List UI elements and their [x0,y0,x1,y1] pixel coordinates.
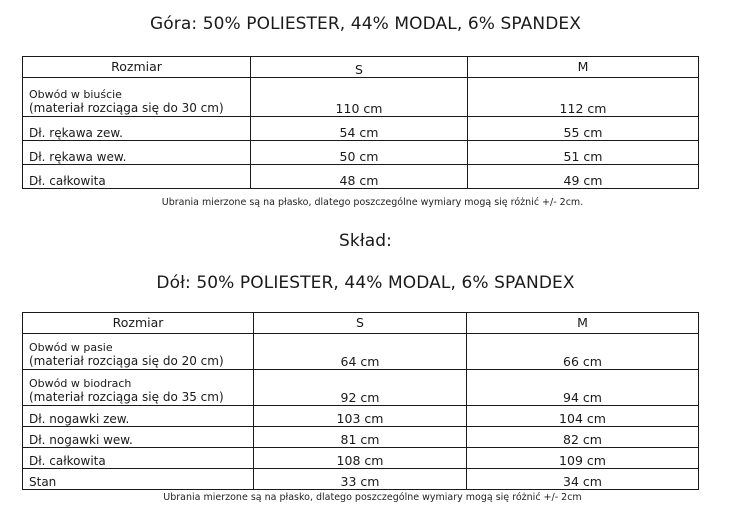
header-s: S [251,57,468,78]
row-label-line1: Obwód w biuście [29,88,122,101]
table-row [23,448,699,469]
table-row [23,117,699,141]
row-label-line2: (materiał rozciąga się do 20 cm) [29,354,224,368]
row-label: Dł. całkowita [23,165,251,189]
header-m: M [467,313,699,334]
cell-m: 51 cm [468,141,699,165]
row-label-line1: Obwód w pasie [29,341,113,354]
cell-m: 109 cm [467,448,699,469]
table-row [23,469,699,490]
row-label-line2: (materiał rozciąga się do 35 cm) [29,390,224,404]
bottom-table-header [23,313,699,334]
row-label [23,334,254,370]
bottom-measurement-note: Ubrania mierzone są na płasko, dlatego poszczególne wymiary mogą się różnić +/- 2cm [163,492,582,503]
row-label: Dł. rękawa zew. [23,117,251,141]
table-row [23,370,699,406]
header-size: Rozmiar [23,313,254,334]
top-table-header [23,57,699,78]
row-label [23,78,251,117]
table-row [23,334,699,370]
cell-m: 66 cm [467,334,699,370]
section-label: Skład: [338,231,392,251]
cell-s: 48 cm [251,165,468,189]
row-label [23,370,254,406]
table-row [23,165,699,189]
row-label: Dł. rękawa wew. [23,141,251,165]
row-label-line2: (materiał rozciąga się do 30 cm) [29,101,224,115]
cell-s: 64 cm [254,334,467,370]
row-label: Dł. nogawki wew. [23,427,254,448]
table-row [23,141,699,165]
cell-m: 104 cm [467,406,699,427]
top-title: Góra: 50% POLIESTER, 44% MODAL, 6% SPANDEX [150,14,581,34]
bottom-size-table [22,312,699,490]
cell-s: 110 cm [251,78,468,117]
cell-m: 49 cm [468,165,699,189]
cell-s: 50 cm [251,141,468,165]
cell-s: 33 cm [254,469,467,490]
header-m: M [468,57,699,78]
bottom-title: Dół: 50% POLIESTER, 44% MODAL, 6% SPANDEX [156,273,575,293]
cell-s: 108 cm [254,448,467,469]
cell-s: 92 cm [254,370,467,406]
header-s: S [254,313,467,334]
table-row [23,78,699,117]
row-label: Stan [23,469,254,490]
top-measurement-note: Ubrania mierzone są na płasko, dlatego poszczególne wymiary mogą się różnić +/- 2cm. [161,197,584,208]
header-size: Rozmiar [23,57,251,78]
row-label: Dł. całkowita [23,448,254,469]
table-row [23,427,699,448]
table-row [23,406,699,427]
cell-m: 112 cm [468,78,699,117]
cell-s: 54 cm [251,117,468,141]
cell-s: 81 cm [254,427,467,448]
cell-m: 82 cm [467,427,699,448]
row-label: Dł. nogawki zew. [23,406,254,427]
cell-m: 55 cm [468,117,699,141]
cell-s: 103 cm [254,406,467,427]
row-label-line1: Obwód w biodrach [29,377,132,390]
cell-m: 94 cm [467,370,699,406]
top-size-table [22,56,699,189]
cell-m: 34 cm [467,469,699,490]
